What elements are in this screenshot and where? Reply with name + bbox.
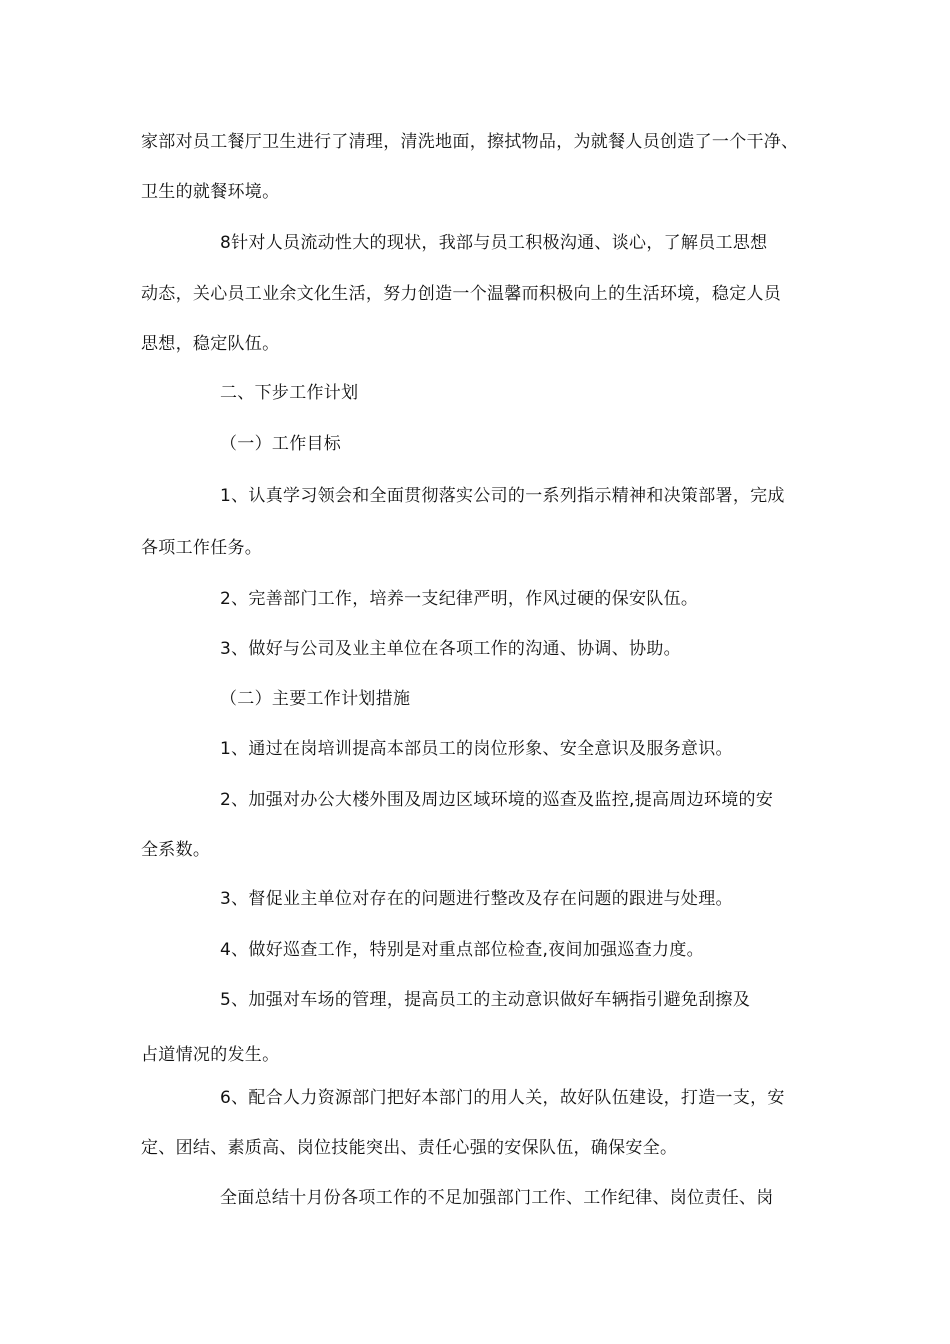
text-line-16: 3、督促业主单位对存在的问题进行整改及存在问题的跟进与处理。 bbox=[220, 889, 733, 909]
text-line-1: 家部对员工餐厅卫生进行了清理，清洗地面，擦拭物品，为就餐人员创造了一个干净、 bbox=[141, 132, 799, 152]
text-line-9: 各项工作任务。 bbox=[141, 538, 263, 558]
text-line-4: 动态，关心员工业余文化生活，努力创造一个温馨而积极向上的生活环境，稳定人员 bbox=[141, 284, 782, 304]
subsection-heading-2: （二）主要工作计划措施 bbox=[220, 689, 411, 709]
text-line-10: 2、完善部门工作，培养一支纪律严明，作风过硬的保安队伍。 bbox=[220, 589, 699, 609]
text-line-5: 思想，稳定队伍。 bbox=[141, 334, 280, 354]
text-line-14: 2、加强对办公大楼外围及周边区域环境的巡查及监控,提高周边环境的安 bbox=[220, 790, 774, 810]
section-heading: 二、下步工作计划 bbox=[220, 383, 359, 403]
text-line-18: 5、加强对车场的管理，提高员工的主动意识做好车辆指引避免刮擦及 bbox=[220, 990, 751, 1010]
text-line-3: 8针对人员流动性大的现状，我部与员工积极沟通、谈心，了解员工思想 bbox=[220, 233, 768, 253]
text-line-11: 3、做好与公司及业主单位在各项工作的沟通、协调、协助。 bbox=[220, 639, 681, 659]
text-line-15: 全系数。 bbox=[141, 840, 211, 860]
text-line-8: 1、认真学习领会和全面贯彻落实公司的一系列指示精神和决策部署，完成 bbox=[220, 486, 785, 506]
text-line-19: 占道情况的发生。 bbox=[141, 1045, 280, 1065]
text-line-13: 1、通过在岗培训提高本部员工的岗位形象、安全意识及服务意识。 bbox=[220, 739, 733, 759]
text-line-22: 全面总结十月份各项工作的不足加强部门工作、工作纪律、岗位责任、岗 bbox=[220, 1188, 774, 1208]
text-line-21: 定、团结、素质高、岗位技能突出、责任心强的安保队伍，确保安全。 bbox=[141, 1138, 678, 1158]
text-line-2: 卫生的就餐环境。 bbox=[141, 182, 280, 202]
text-line-17: 4、做好巡查工作，特别是对重点部位检查,夜间加强巡查力度。 bbox=[220, 940, 704, 960]
subsection-heading-1: （一）工作目标 bbox=[220, 434, 342, 454]
text-line-20: 6、配合人力资源部门把好本部门的用人关，故好队伍建设，打造一支，安 bbox=[220, 1088, 785, 1108]
